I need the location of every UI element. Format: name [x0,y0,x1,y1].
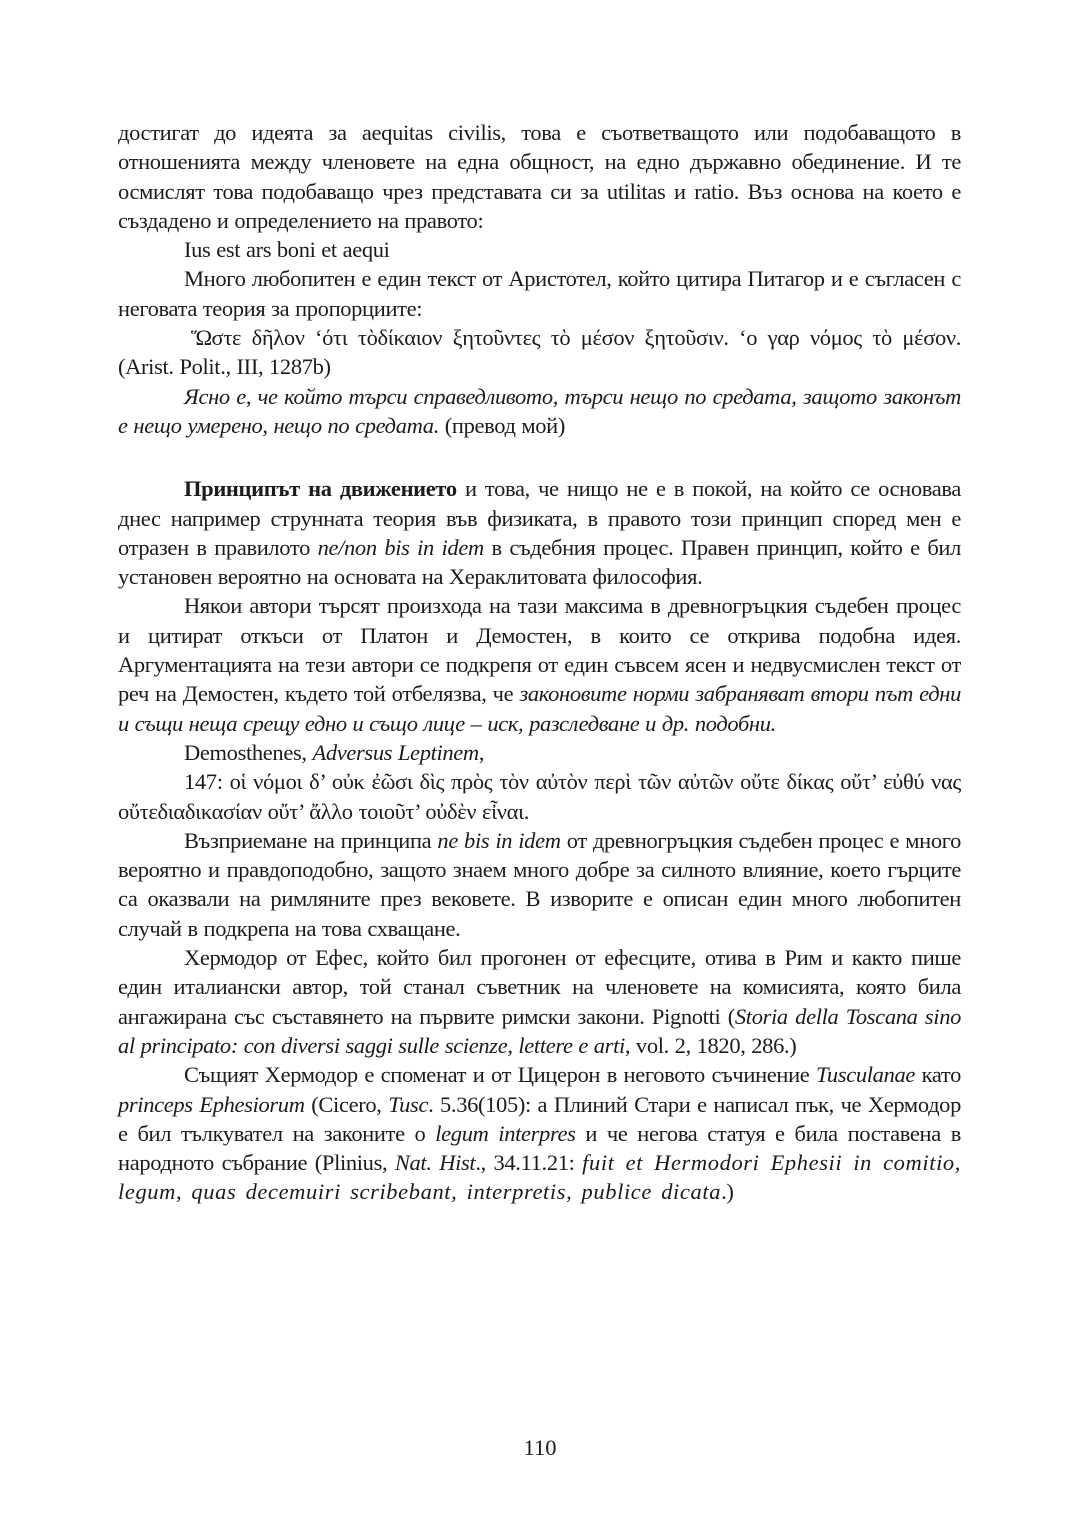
source-punctuation: , [478,739,485,765]
paragraph-text: Същият Хермодор е споменат и от Цицерон в неговото съчинение [184,1062,816,1088]
paragraph-principle-of-motion [118,474,961,591]
page-number: 110 [523,1435,557,1460]
paragraph-text: в съдебния процес. Правен принцип, който е бил установен вероятно на основата на Хераклитовата философия. [118,534,961,590]
source-reference-demosthenes [118,738,961,767]
latin-maxim: ne bis in idem [437,827,561,853]
paragraph-text: от древногръцкия съдебен процес е много вероятно и правдоподобно, защото знаем много добре за силното влияние, което гърците са оказвали на римляните през вековете. В изворите е описан един много любопитен случай в подкрепа на това схващане. [118,827,961,941]
latin-quote-pliny: fuit et Hermodori Ephesii in comitio, legum, quas decemuiri scribebant, interpretis, publice dicata [118,1150,961,1205]
work-abbreviation: Nat. Hist [394,1150,476,1176]
paragraph-text: Много любопитен е един текст от Аристотел, който цитира Питагор и е съгласен с неговата теория за пропорциите: [118,266,961,321]
paragraph-text: .) [721,1179,734,1205]
paragraph-hermodorus [118,943,961,1060]
section-gap [118,440,961,474]
paragraph-text: ., 34.11.21: [475,1150,583,1176]
source-work: Adversus Leptinem [312,739,479,765]
greek-text: Ὥστε δῆλον ‘ότι τὸδίκαιον ξητοῦντες τὸ μέσον ξητοῦσιν. ‘ο γαρ νόμος τὸ μέσον. [191,325,961,351]
translation-text: Ясно е, че който търси справедливото, търси нещо по средата, защото законът е нещо умерено, нещо по средата. [118,383,961,438]
greek-quote-aristotle [118,323,961,382]
paragraph-text: като [915,1062,961,1088]
paragraph-demosthenes [118,591,961,737]
paragraph-text: достигат до идеята за aequitas civilis, това е съответващото или подобаващото в отношенията между членовете на една общност, на едно държавно обединение. И те осмислят това подобаващо чрез представата си за utilitas и ratio. Въз основа на което е създадено и определението на правото: [118,120,961,233]
paragraph-aequitas [118,118,961,235]
latin-maxim: ne/non bis in idem [317,534,484,560]
paragraph-text: . 5.36(105): а Плиний Стари е написал пък, че Хермодор е бил тълкувател на законите о [118,1091,961,1146]
greek-text: 147: οἱ νόμοι δ’ οὐκ ἐῶσι δὶς πρὸς τὸν αὐτὸν περὶ τῶν αὐτῶν οὔτε δίκας οὔτ’ εὐθύ νας οὔτεδιαδικασίαν οὔτ’ ἄλλο τοιοῦτ’ οὐδὲν εἶναι. [118,769,961,824]
latin-phrase: princeps Ephesiorum [118,1091,305,1117]
source-author: Demosthenes, [184,739,313,765]
paragraph-text: , vol. 2, 1820, 286.) [624,1032,797,1058]
section-heading: Принципът на движението [184,476,457,502]
translator-note: (превод мой) [438,412,565,438]
work-title: Tusculanae [816,1062,916,1088]
paragraph-text: (Cicero, [304,1091,389,1117]
maxim-text: Ius est ars boni et aequi [184,237,390,263]
paragraph-aristotle-intro [118,264,961,323]
greek-quote-demosthenes [118,767,961,826]
paragraph-reception [118,826,961,943]
work-abbreviation: Tusc [388,1091,429,1117]
paragraph-text: Някои автори търсят произхода на тази максима в древногръцкия съдебен процес и цитират откъси от Платон и Демостен, в които се открива подобна идея. Аргументацията на тези автори се подкрепя от един съвсем ясен и недвусмислен текст от реч на Демостен, където той отбелязва, че [118,593,961,707]
maxim-ius-est-ars [118,235,961,264]
paragraph-cicero-pliny [118,1060,961,1206]
paragraph-text: Възприемане на принципа [184,827,438,853]
paragraph-text: и че негова статуя е била поставена в народното събрание (Plinius, [118,1120,961,1176]
translation-aristotle [118,382,961,441]
italic-quote: законовите норми забраняват втори път едни и същи неща срещу едно и също лице – иск, разследване и др. подобни. [118,681,961,736]
citation-aristotle: (Arist. Polit., III, 1287b) [118,354,331,380]
book-title: Storia della Toscana sino al principato: con diversi saggi sulle scienze, lettere e arti [118,1003,961,1058]
page-body [118,118,961,1207]
latin-phrase: legum interpres [435,1120,576,1146]
paragraph-text: Хермодор от Ефес, който бил прогонен от ефесците, отива в Рим и както пише един италиански автор, той станал съветник на членовете на комисията, която била ангажирана със съставянето на първите римски закони. Pignotti ( [118,945,961,1029]
paragraph-text: и това, че нищо не е в покой, на който се основава днес например струнната теория във физиката, в правото този принцип според мен е отразен в правилото [118,476,962,560]
